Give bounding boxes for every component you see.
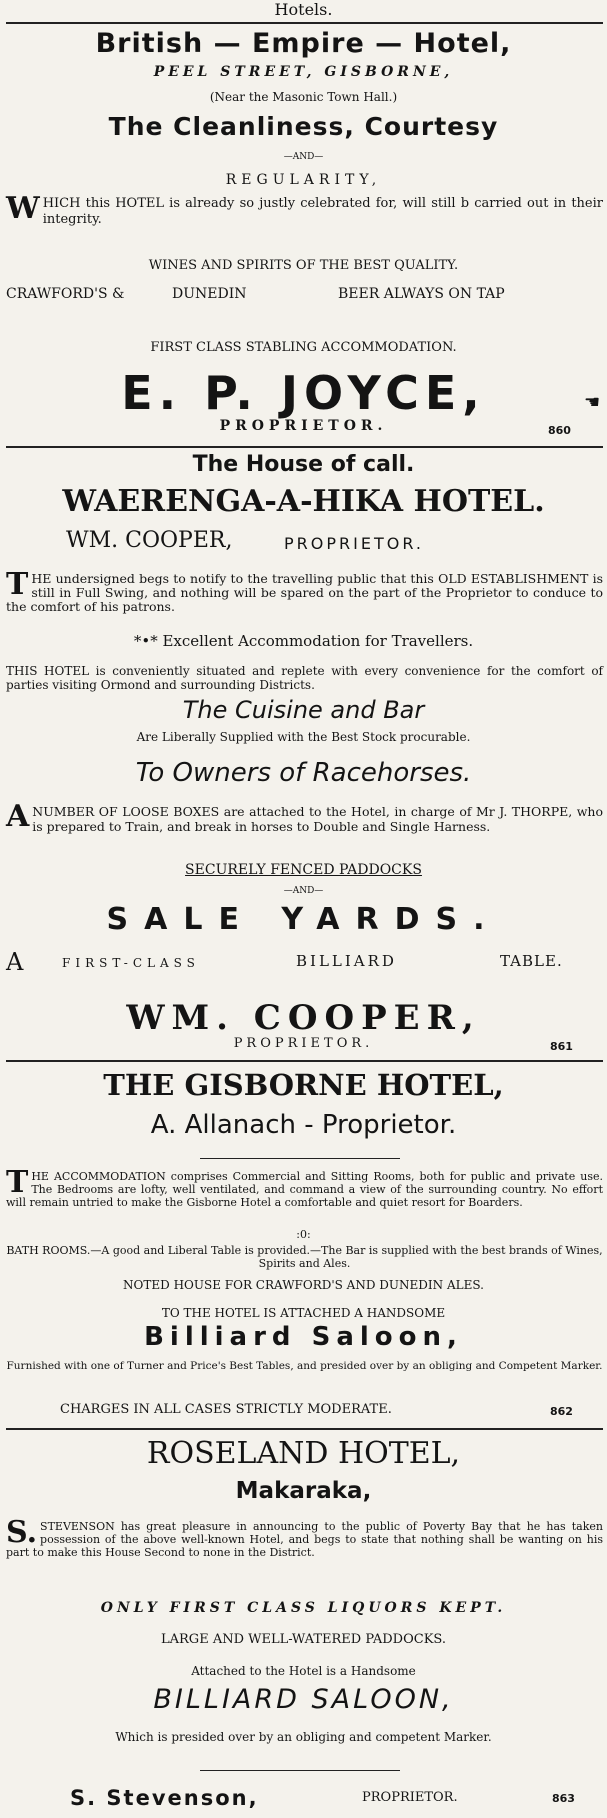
ad3-paragraph-2: BATH ROOMS.—A good and Liberal Table is provided.—The Bar is supplied with the best brands of Wines, Spirits and Ales. [6, 1244, 603, 1270]
ad3-saloon: Billiard Saloon, [144, 1322, 463, 1352]
ad3-ref: 862 [550, 1405, 573, 1418]
ad1-beer-line [0, 286, 607, 316]
ad2-accommodation: *•* Excellent Accommodation for Travellers. [133, 632, 474, 650]
ad2-supplied: Are Liberally Supplied with the Best Stock procurable. [136, 730, 471, 744]
ad3-furnished: Furnished with one of Turner and Price's Best Tables, and presided over by an obliging and Competent Marker. [6, 1360, 603, 1372]
ad1-beer-always: BEER ALWAYS ON TAP [338, 286, 505, 302]
ad3-noted: NOTED HOUSE FOR CRAWFORD'S AND DUNEDIN ALES. [123, 1278, 484, 1292]
ad3-charges-line [0, 1402, 607, 1422]
ad1-proprietor-name: E. P. JOYCE, [121, 366, 486, 420]
ad3-title: THE GISBORNE HOTEL, [103, 1068, 504, 1102]
ad4-paragraph [6, 1515, 603, 1559]
ad4-short-rule [200, 1770, 400, 1771]
ad1-wines: WINES AND SPIRITS OF THE BEST QUALITY. [148, 258, 459, 273]
ad2-billiard-b: BILLIARD [296, 952, 397, 970]
ad4-liquors: ONLY FIRST CLASS LIQUORS KEPT. [100, 1600, 507, 1616]
ad2-cuisine: The Cuisine and Bar [182, 696, 425, 724]
header-rule [6, 22, 603, 24]
ad2-dropcap-3: A [6, 799, 30, 834]
ad2-owner-label: PROPRIETOR. [284, 534, 424, 553]
ad2-and: —AND— [283, 886, 324, 896]
ad2-rule [6, 1060, 603, 1062]
ad1-beer-dunedin: DUNEDIN [172, 286, 247, 302]
ad1-rule [6, 446, 603, 448]
ad2-sale-yards: SALE YARDS. [106, 902, 501, 937]
ad2-ref: 861 [550, 1040, 573, 1053]
ad1-stabling: FIRST CLASS STABLING ACCOMMODATION. [150, 340, 457, 355]
ad2-paragraph-2: THIS HOTEL is conveniently situated and replete with every convenience for the comfort of parties visiting Ormond and surrounding Districts. [6, 664, 603, 692]
ad1-and: —AND— [283, 152, 324, 162]
ad2-paddocks: SECURELY FENCED PADDOCKS [185, 862, 422, 878]
ad1-cleanliness: The Cleanliness, Courtesy [108, 112, 499, 141]
ad4-presided: Which is presided over by an obliging and competent Marker. [115, 1730, 492, 1744]
ad4-place: Makaraka, [235, 1478, 372, 1504]
ad1-dropcap: W [6, 191, 40, 226]
ad3-charges: CHARGES IN ALL CASES STRICTLY MODERATE. [60, 1402, 392, 1417]
ad4-saloon: BILLIARD SALOON, [153, 1684, 454, 1715]
ad3-paragraph-1-text: HE ACCOMMODATION comprises Commercial and Sitting Rooms, both for public and private use. The Bedrooms are lofty, well ventilated, and command a view of the surrounding country. No effort will remain untried to make the Gisborne Hotel a comfortable and quiet resort for Boarders. [6, 1170, 603, 1209]
ad1-paragraph-text: HICH this HOTEL is already so justly celebrated for, will still b carried out in their integrity. [42, 196, 603, 227]
ad2-billiard-t: TABLE. [500, 952, 563, 970]
ad4-attached: Attached to the Hotel is a Handsome [191, 1664, 416, 1678]
ad1-proprietor-label: PROPRIETOR. [219, 418, 388, 434]
ad4-proprietor-name: S. Stevenson, [70, 1786, 259, 1810]
ad3-ornament-rule [200, 1158, 400, 1159]
section-header: Hotels. [274, 0, 333, 19]
ad2-dropcap-1: T [6, 567, 29, 602]
ad4-paragraph-text: STEVENSON has great pleasure in announcing to the public of Poverty Bay that he has taken possession of the above well-known Hotel, and begs to state that nothing shall be wanting on his part to make this House Second to none in the District. [6, 1520, 603, 1559]
ad2-paragraph-1 [6, 567, 603, 614]
ad2-owner: WM. COOPER, [66, 528, 233, 553]
ad1-near: (Near the Masonic Town Hall.) [209, 90, 398, 104]
ad2-paragraph-1-text: HE undersigned begs to notify to the travelling public that this OLD ESTABLISHMENT is still in Full Swing, and nothing will be spared on the part of the Proprietor to conduce to the comfort of his patrons. [6, 571, 603, 614]
ad4-proprietor-label: PROPRIETOR. [362, 1790, 458, 1805]
ad2-billiard-a: A [6, 948, 24, 976]
ad3-divider: :0: [296, 1228, 311, 1241]
ad2-tagline: The House of call. [192, 452, 415, 477]
ad4-paddocks: LARGE AND WELL-WATERED PADDOCKS. [161, 1632, 446, 1647]
ad1-address: PEEL STREET, GISBORNE, [153, 64, 454, 80]
ad2-paragraph-3 [6, 799, 603, 834]
pointing-hand-icon: ☚ [584, 392, 601, 413]
ad2-proprietor-name: WM. COOPER, [126, 998, 481, 1038]
ad2-title: WAERENGA-A-HIKA HOTEL. [62, 484, 545, 519]
ad3-proprietor: A. Allanach - Proprietor. [150, 1110, 457, 1140]
ad1-paragraph [6, 191, 603, 228]
ad3-paragraph-1 [6, 1165, 603, 1209]
ad1-title: British — Empire — Hotel, [95, 28, 512, 59]
ad2-billiard-line [0, 948, 607, 980]
ad2-proprietor-label: PROPRIETOR. [233, 1036, 374, 1051]
ad1-ref: 860 [548, 424, 571, 437]
ad1-beer-crawford: CRAWFORD'S & [6, 286, 125, 302]
ad1-regularity: REGULARITY, [225, 172, 382, 188]
ad4-proprietor-line [0, 1786, 607, 1816]
ad3-rule [6, 1428, 603, 1430]
ad4-title: ROSELAND HOTEL, [146, 1436, 461, 1471]
ad2-billiard-first: FIRST-CLASS [62, 956, 200, 970]
ad3-dropcap: T [6, 1165, 29, 1200]
ad3-attached: TO THE HOTEL IS ATTACHED A HANDSOME [161, 1306, 446, 1320]
ad4-dropcap: S. [6, 1515, 38, 1550]
ad2-owners-head: To Owners of Racehorses. [135, 758, 472, 788]
ad4-ref: 863 [552, 1792, 575, 1805]
ad2-owner-line [0, 528, 607, 558]
ad2-paragraph-3-text: NUMBER OF LOOSE BOXES are attached to the Hotel, in charge of Mr J. THORPE, who is prepared to Train, and break in horses to Double and Single Harness. [32, 804, 603, 834]
